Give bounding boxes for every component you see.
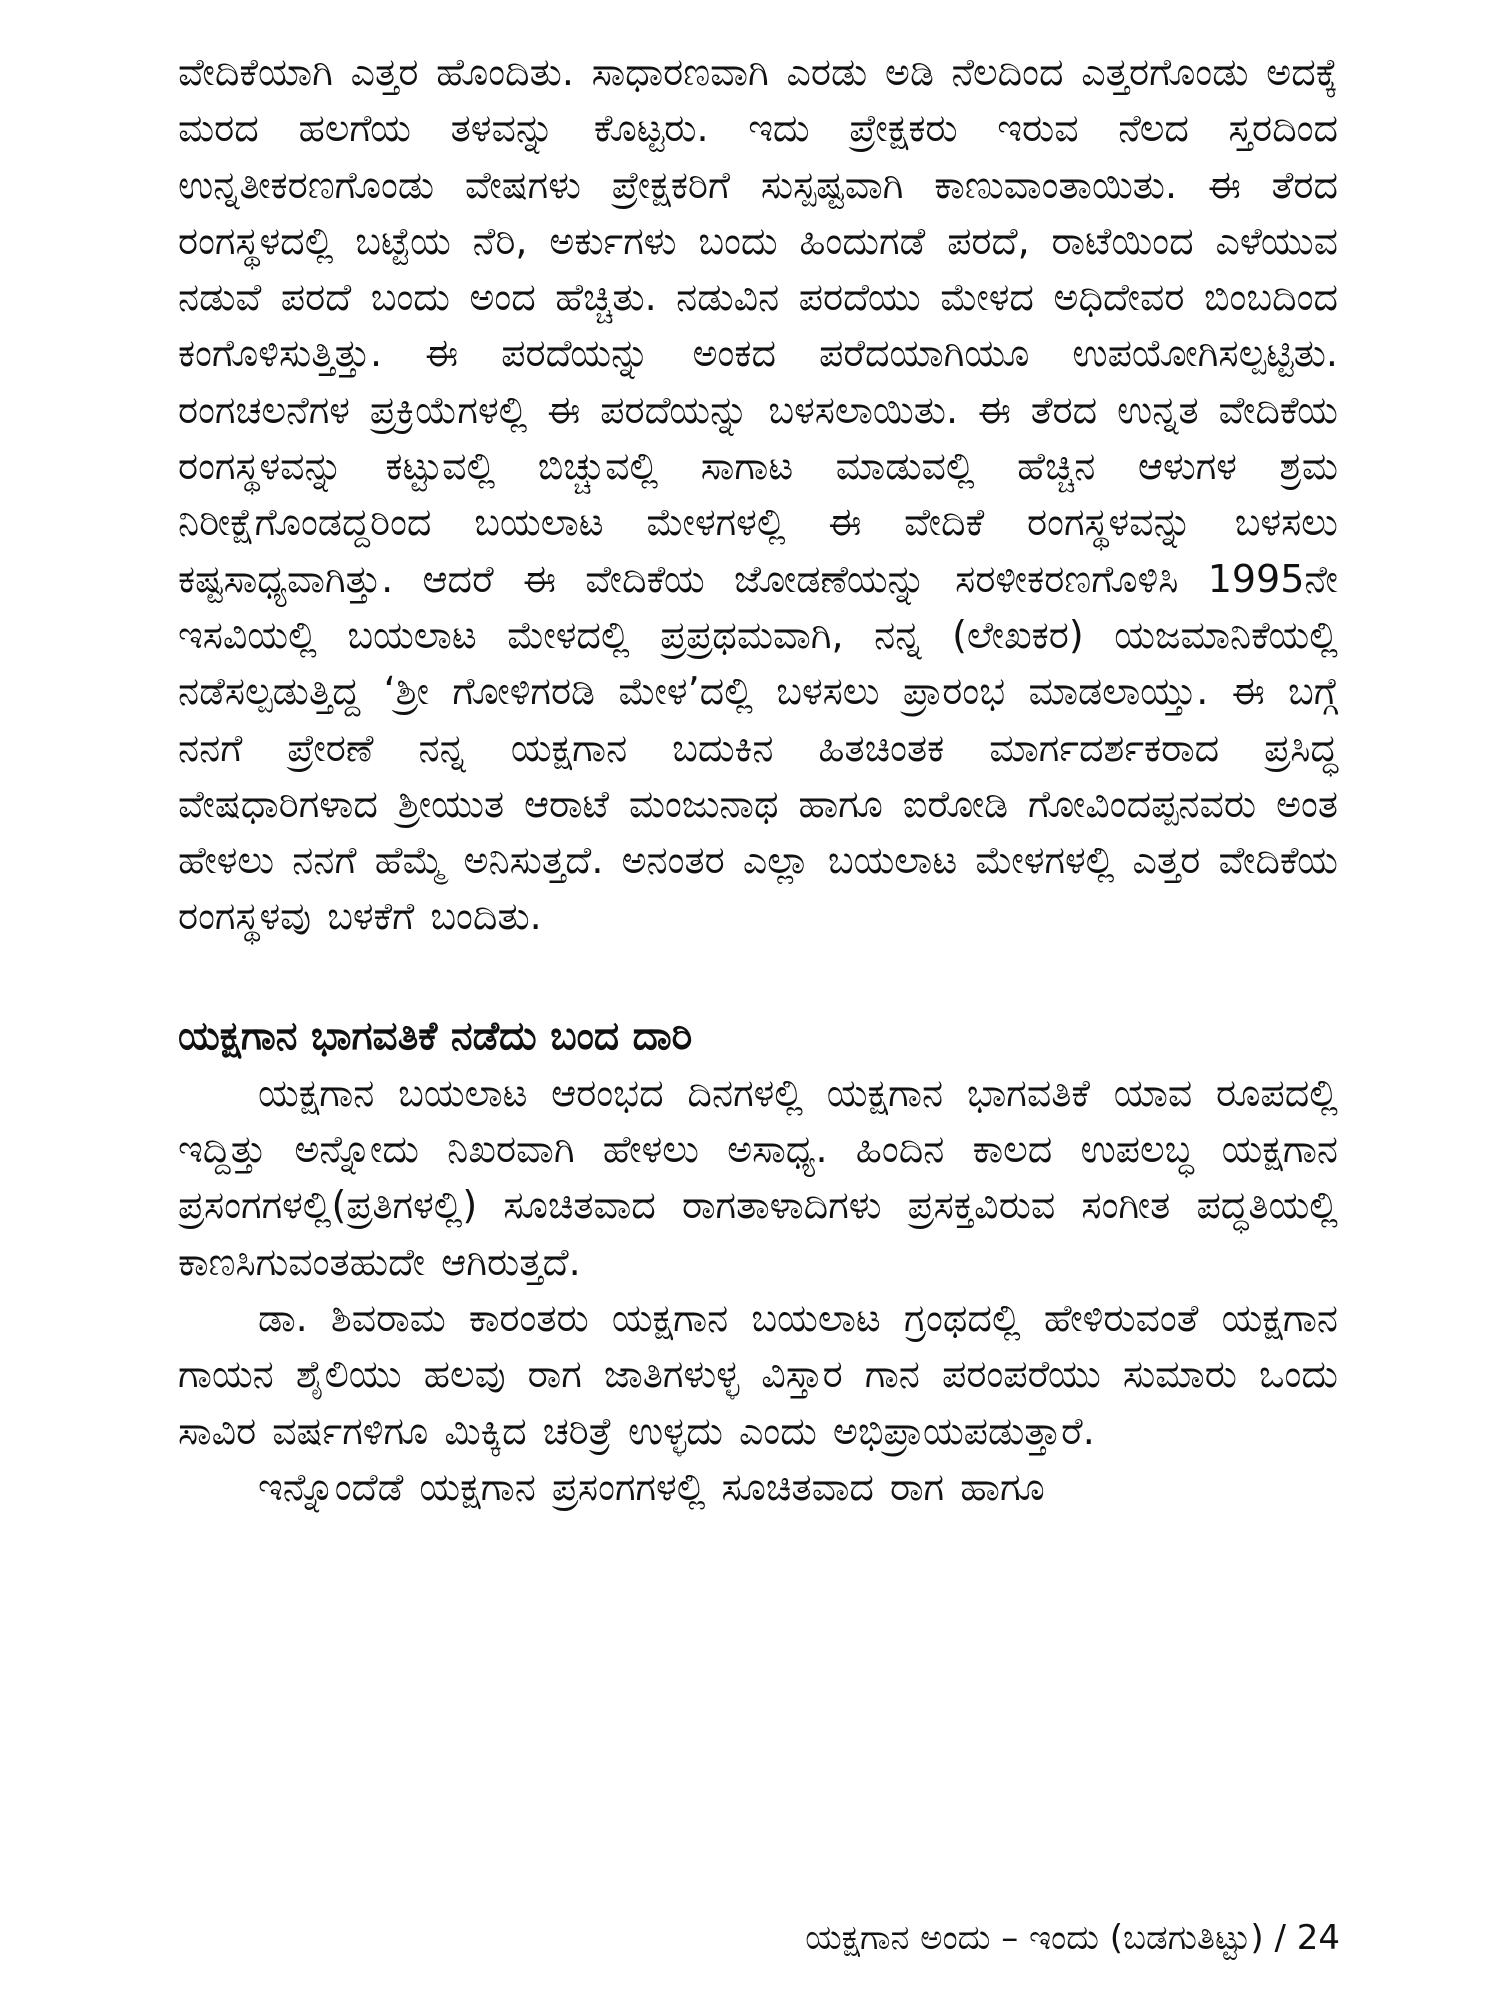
document-page <box>178 44 1338 1974</box>
body-paragraph: ವೇದಿಕೆಯಾಗಿ ಎತ್ತರ ಹೊಂದಿತು. ಸಾಧಾರಣವಾಗಿ ಎರಡು ಅಡಿ ನೆಲದಿಂದ ಎತ್ತರಗೊಂಡು ಅದಕ್ಕೆ ಮರದ ಹಲಗೆಯ ತಳವನ್ನು ಕೊಟ್ಟರು. ಇದು ಪ್ರೇಕ್ಷಕರು ಇರುವ ನೆಲದ ಸ್ತರದಿಂದ ಉನ್ನತೀಕರಣಗೊಂಡು ವೇಷಗಳು ಪ್ರೇಕ್ಷಕರಿಗೆ ಸುಸ್ಪಷ್ಟವಾಗಿ ಕಾಣುವಾಂತಾಯಿತು. ಈ ತೆರದ ರಂಗಸ್ಥಳದಲ್ಲಿ ಬಟ್ಟೆಯ ನೆರಿ, ಅರ್ಕುಗಳು ಬಂದು ಹಿಂದುಗಡೆ ಪರದೆ, ರಾಟೆಯಿಂದ ಎಳೆಯುವ ನಡುವೆ ಪರದೆ ಬಂದು ಅಂದ ಹೆಚ್ಚಿತು. ನಡುವಿನ ಪರದೆಯು ಮೇಳದ ಅಧಿದೇವರ ಬಿಂಬದಿಂದ ಕಂಗೊಳಿಸುತ್ತಿತ್ತು. ಈ ಪರದೆಯನ್ನು ಅಂಕದ ಪರೆದಯಾಗಿಯೂ ಉಪಯೋಗಿಸಲ್ಪಟ್ಟಿತು. ರಂಗಚಲನೆಗಳ ಪ್ರಕ್ರಿಯೆಗಳಲ್ಲಿ ಈ ಪರದೆಯನ್ನು ಬಳಸಲಾಯಿತು. ಈ ತೆರದ ಉನ್ನತ ವೇದಿಕೆಯ ರಂಗಸ್ಥಳವನ್ನು ಕಟ್ಟುವಲ್ಲಿ ಬಿಚ್ಚುವಲ್ಲಿ ಸಾಗಾಟ ಮಾಡುವಲ್ಲಿ ಹೆಚ್ಚಿನ ಆಳುಗಳ ಶ್ರಮ ನಿರೀಕ್ಷೆಗೊಂಡದ್ದರಿಂದ ಬಯಲಾಟ ಮೇಳಗಳಲ್ಲಿ ಈ ವೇದಿಕೆ ರಂಗಸ್ಥಳವನ್ನು ಬಳಸಲು ಕಷ್ಟಸಾಧ್ಯವಾಗಿತ್ತು. ಆದರೆ ಈ ವೇದಿಕೆಯ ಜೋಡಣೆಯನ್ನು ಸರಳೀಕರಣಗೊಳಿಸಿ 1995ನೇ ಇಸವಿಯಲ್ಲಿ ಬಯಲಾಟ ಮೇಳದಲ್ಲಿ ಪ್ರಪ್ರಥಮವಾಗಿ, ನನ್ನ (ಲೇಖಕರ) ಯಜಮಾನಿಕೆಯಲ್ಲಿ ನಡೆಸಲ್ಪಡುತ್ತಿದ್ದ ‘ಶ್ರೀ ಗೋಳಿಗರಡಿ ಮೇಳ’ದಲ್ಲಿ ಬಳಸಲು ಪ್ರಾರಂಭ ಮಾಡಲಾಯ್ತು. ಈ ಬಗ್ಗೆ ನನಗೆ ಪ್ರೇರಣೆ ನನ್ನ ಯಕ್ಷಗಾನ ಬದುಕಿನ ಹಿತಚಿಂತಕ ಮಾರ್ಗದರ್ಶಕರಾದ ಪ್ರಸಿದ್ಧ ವೇಷಧಾರಿಗಳಾದ ಶ್ರೀಯುತ ಆರಾಟೆ ಮಂಜುನಾಥ ಹಾಗೂ ಐರೋಡಿ ಗೋವಿಂದಪ್ಪನವರು ಅಂತ ಹೇಳಲು ನನಗೆ ಹೆಮ್ಮೆ ಅನಿಸುತ್ತದೆ. ಅನಂತರ ಎಲ್ಲಾ ಬಯಲಾಟ ಮೇಳಗಳಲ್ಲಿ ಎತ್ತರ ವೇದಿಕೆಯ ರಂಗಸ್ಥಳವು ಬಳಕೆಗೆ ಬಂದಿತು. <box>178 50 1338 939</box>
body-paragraph: ಯಕ್ಷಗಾನ ಬಯಲಾಟ ಆರಂಭದ ದಿನಗಳಲ್ಲಿ ಯಕ್ಷಗಾನ ಭಾಗವತಿಕೆ ಯಾವ ರೂಪದಲ್ಲಿ ಇದ್ದಿತ್ತು ಅನ್ನೋದು ನಿಖರವಾಗಿ ಹೇಳಲು ಅಸಾಧ್ಯ. ಹಿಂದಿನ ಕಾಲದ ಉಪಲಬ್ಧ ಯಕ್ಷಗಾನ ಪ್ರಸಂಗಗಳಲ್ಲಿ(ಪ್ರತಿಗಳಲ್ಲಿ) ಸೂಚಿತವಾದ ರಾಗತಾಳಾದಿಗಳು ಪ್ರಸಕ್ತವಿರುವ ಸಂಗೀತ ಪದ್ಧತಿಯಲ್ಲಿ ಕಾಣಸಿಗುವಂತಹುದೇ ಆಗಿರುತ್ತದೆ. <box>178 1070 1338 1284</box>
section-heading: ಯಕ್ಷಗಾನ ಭಾಗವತಿಕೆ ನಡೆದು ಬಂದ ದಾರಿ <box>178 1013 693 1059</box>
body-paragraph: ಇನ್ನೊಂದೆಡೆ ಯಕ್ಷಗಾನ ಪ್ರಸಂಗಗಳಲ್ಲಿ ಸೂಚಿತವಾದ ರಾಗ ಹಾಗೂ <box>258 1464 1045 1509</box>
body-paragraph: ಡಾ. ಶಿವರಾಮ ಕಾರಂತರು ಯಕ್ಷಗಾನ ಬಯಲಾಟ ಗ್ರಂಥದಲ್ಲಿ ಹೇಳಿರುವಂತೆ ಯಕ್ಷಗಾನ ಗಾಯನ ಶೈಲಿಯು ಹಲವು ರಾಗ ಜಾತಿಗಳುಳ್ಳ ವಿಸ್ತಾರ ಗಾನ ಪರಂಪರೆಯು ಸುಮಾರು ಒಂದು ಸಾವಿರ ವರ್ಷಗಳಿಗೂ ಮಿಕ್ಕಿದ ಚರಿತ್ರೆ ಉಳ್ಳದು ಎಂದು ಅಭಿಪ್ರಾಯಪಡುತ್ತಾರೆ. <box>178 1295 1338 1453</box>
page-footer: ಯಕ್ಷಗಾನ ಅಂದು – ಇಂದು (ಬಡಗುತಿಟ್ಟು) / 24 <box>805 1918 1340 1958</box>
